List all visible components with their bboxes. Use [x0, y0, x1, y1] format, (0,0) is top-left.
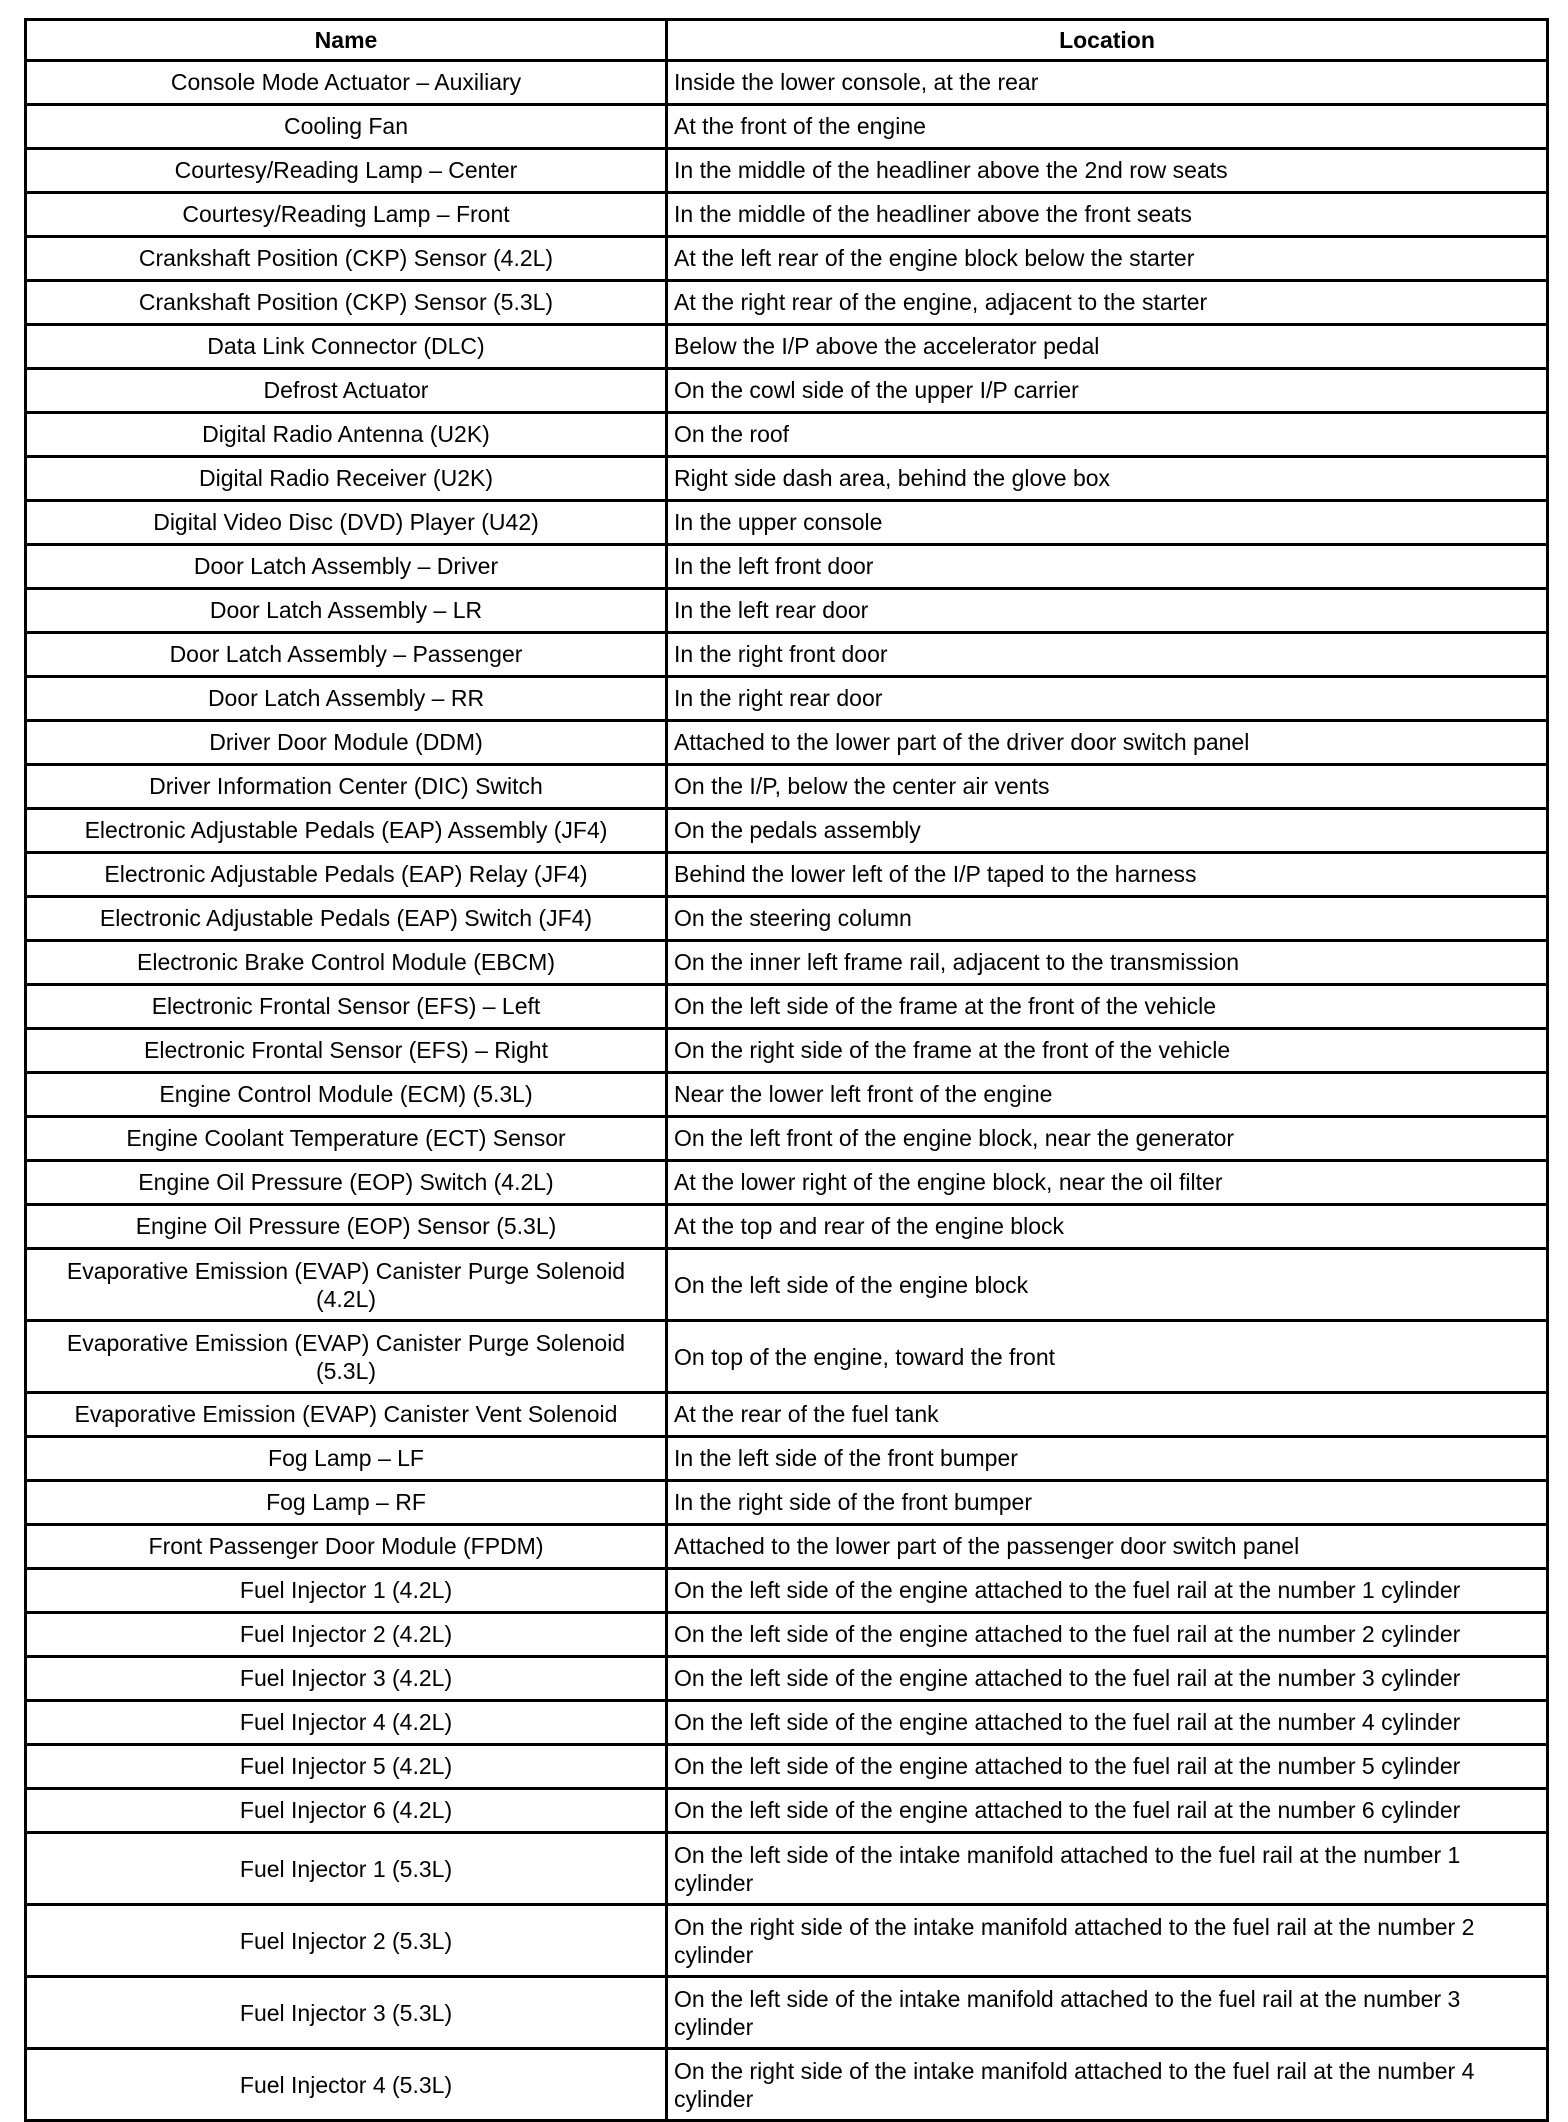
component-name-cell: Door Latch Assembly – Driver	[26, 545, 667, 589]
table-row	[26, 105, 1548, 149]
component-location-cell: On the right side of the frame at the front of the vehicle	[667, 1029, 1548, 1073]
component-name-cell: Engine Control Module (ECM) (5.3L)	[26, 1073, 667, 1117]
component-name-cell: Console Mode Actuator – Auxiliary	[26, 61, 667, 105]
table-row	[26, 897, 1548, 941]
component-name-cell: Door Latch Assembly – RR	[26, 677, 667, 721]
table-row	[26, 589, 1548, 633]
component-location-cell: On the left side of the intake manifold attached to the fuel rail at the number 3 cylinder	[667, 1977, 1548, 2049]
component-name-cell: Electronic Brake Control Module (EBCM)	[26, 941, 667, 985]
table-row	[26, 721, 1548, 765]
component-name-cell: Fuel Injector 4 (4.2L)	[26, 1701, 667, 1745]
table-row	[26, 413, 1548, 457]
table-row	[26, 1161, 1548, 1205]
component-location-cell: Inside the lower console, at the rear	[667, 61, 1548, 105]
component-location-cell: On the left side of the engine attached to the fuel rail at the number 6 cylinder	[667, 1789, 1548, 1833]
component-name-cell: Electronic Frontal Sensor (EFS) – Left	[26, 985, 667, 1029]
component-name-cell: Electronic Frontal Sensor (EFS) – Right	[26, 1029, 667, 1073]
component-location-cell: At the lower right of the engine block, near the oil filter	[667, 1161, 1548, 1205]
component-name-cell: Front Passenger Door Module (FPDM)	[26, 1525, 667, 1569]
component-name-cell: Electronic Adjustable Pedals (EAP) Relay (JF4)	[26, 853, 667, 897]
table-row	[26, 1073, 1548, 1117]
component-location-cell: In the left front door	[667, 545, 1548, 589]
component-name-cell: Fog Lamp – RF	[26, 1481, 667, 1525]
component-name-cell: Fuel Injector 6 (4.2L)	[26, 1789, 667, 1833]
component-location-cell: In the left side of the front bumper	[667, 1437, 1548, 1481]
table-row	[26, 809, 1548, 853]
table-row	[26, 1833, 1548, 1905]
component-name-cell: Data Link Connector (DLC)	[26, 325, 667, 369]
component-name-cell: Fuel Injector 1 (5.3L)	[26, 1833, 667, 1905]
table-header-row	[26, 20, 1548, 61]
component-location-cell: In the right side of the front bumper	[667, 1481, 1548, 1525]
header-name: Name	[26, 20, 667, 61]
component-location-cell: In the right front door	[667, 633, 1548, 677]
table-row	[26, 1481, 1548, 1525]
table-row	[26, 1569, 1548, 1613]
table-row	[26, 1117, 1548, 1161]
component-name-cell: Fuel Injector 1 (4.2L)	[26, 1569, 667, 1613]
component-name-cell: Engine Coolant Temperature (ECT) Sensor	[26, 1117, 667, 1161]
header-location: Location	[667, 20, 1548, 61]
table-row	[26, 1393, 1548, 1437]
component-name-cell: Engine Oil Pressure (EOP) Sensor (5.3L)	[26, 1205, 667, 1249]
component-name-cell: Crankshaft Position (CKP) Sensor (5.3L)	[26, 281, 667, 325]
table-row	[26, 1029, 1548, 1073]
table-row	[26, 853, 1548, 897]
component-locator-table-container	[24, 18, 1546, 2122]
component-location-cell: Right side dash area, behind the glove box	[667, 457, 1548, 501]
table-row	[26, 677, 1548, 721]
component-location-cell: At the front of the engine	[667, 105, 1548, 149]
component-location-cell: In the right rear door	[667, 677, 1548, 721]
table-row	[26, 457, 1548, 501]
component-name-cell: Fuel Injector 2 (4.2L)	[26, 1613, 667, 1657]
component-location-cell: In the upper console	[667, 501, 1548, 545]
component-name-cell: Electronic Adjustable Pedals (EAP) Assembly (JF4)	[26, 809, 667, 853]
component-location-cell: On the left side of the engine attached to the fuel rail at the number 1 cylinder	[667, 1569, 1548, 1613]
component-name-cell: Fuel Injector 4 (5.3L)	[26, 2049, 667, 2121]
component-name-cell: Fuel Injector 3 (5.3L)	[26, 1977, 667, 2049]
component-location-cell: On the left side of the intake manifold attached to the fuel rail at the number 1 cylinder	[667, 1833, 1548, 1905]
component-name-cell: Digital Radio Receiver (U2K)	[26, 457, 667, 501]
component-location-cell: On the left side of the frame at the front of the vehicle	[667, 985, 1548, 1029]
component-location-cell: On the inner left frame rail, adjacent to the transmission	[667, 941, 1548, 985]
table-row	[26, 765, 1548, 809]
component-location-cell: On the left side of the engine block	[667, 1249, 1548, 1321]
table-row	[26, 1613, 1548, 1657]
component-name-cell: Fuel Injector 3 (4.2L)	[26, 1657, 667, 1701]
table-row	[26, 985, 1548, 1029]
table-row	[26, 281, 1548, 325]
component-location-cell: At the left rear of the engine block below the starter	[667, 237, 1548, 281]
component-name-cell: Fuel Injector 2 (5.3L)	[26, 1905, 667, 1977]
component-name-cell: Door Latch Assembly – Passenger	[26, 633, 667, 677]
component-name-cell: Evaporative Emission (EVAP) Canister Purge Solenoid (5.3L)	[26, 1321, 667, 1393]
table-row	[26, 1657, 1548, 1701]
component-name-cell: Digital Video Disc (DVD) Player (U42)	[26, 501, 667, 545]
table-row	[26, 325, 1548, 369]
component-location-cell: On the left side of the engine attached to the fuel rail at the number 2 cylinder	[667, 1613, 1548, 1657]
component-name-cell: Door Latch Assembly – LR	[26, 589, 667, 633]
component-location-cell: On top of the engine, toward the front	[667, 1321, 1548, 1393]
table-row	[26, 501, 1548, 545]
component-location-cell: At the right rear of the engine, adjacent to the starter	[667, 281, 1548, 325]
component-name-cell: Driver Information Center (DIC) Switch	[26, 765, 667, 809]
component-location-cell: On the steering column	[667, 897, 1548, 941]
table-row	[26, 633, 1548, 677]
component-location-cell: On the roof	[667, 413, 1548, 457]
component-name-cell: Digital Radio Antenna (U2K)	[26, 413, 667, 457]
component-name-cell: Engine Oil Pressure (EOP) Switch (4.2L)	[26, 1161, 667, 1205]
table-row	[26, 1701, 1548, 1745]
component-name-cell: Evaporative Emission (EVAP) Canister Vent Solenoid	[26, 1393, 667, 1437]
component-location-cell: On the left side of the engine attached to the fuel rail at the number 5 cylinder	[667, 1745, 1548, 1789]
component-name-cell: Fog Lamp – LF	[26, 1437, 667, 1481]
component-location-cell: On the left side of the engine attached to the fuel rail at the number 4 cylinder	[667, 1701, 1548, 1745]
component-location-cell: On the I/P, below the center air vents	[667, 765, 1548, 809]
table-row	[26, 369, 1548, 413]
component-location-cell: On the cowl side of the upper I/P carrier	[667, 369, 1548, 413]
component-location-cell: At the top and rear of the engine block	[667, 1205, 1548, 1249]
table-row	[26, 1321, 1548, 1393]
table-body	[26, 61, 1548, 2121]
table-row	[26, 149, 1548, 193]
table-row	[26, 2049, 1548, 2121]
component-location-cell: Behind the lower left of the I/P taped to the harness	[667, 853, 1548, 897]
component-location-cell: In the middle of the headliner above the 2nd row seats	[667, 149, 1548, 193]
component-location-cell: On the right side of the intake manifold attached to the fuel rail at the number 4 cylinder	[667, 2049, 1548, 2121]
component-name-cell: Fuel Injector 5 (4.2L)	[26, 1745, 667, 1789]
table-row	[26, 237, 1548, 281]
component-name-cell: Courtesy/Reading Lamp – Center	[26, 149, 667, 193]
component-name-cell: Driver Door Module (DDM)	[26, 721, 667, 765]
table-row	[26, 1205, 1548, 1249]
component-location-cell: In the left rear door	[667, 589, 1548, 633]
table-row	[26, 193, 1548, 237]
table-row	[26, 1789, 1548, 1833]
table-row	[26, 1977, 1548, 2049]
component-name-cell: Defrost Actuator	[26, 369, 667, 413]
component-name-cell: Cooling Fan	[26, 105, 667, 149]
component-location-cell: At the rear of the fuel tank	[667, 1393, 1548, 1437]
table-row	[26, 1905, 1548, 1977]
component-location-cell: Near the lower left front of the engine	[667, 1073, 1548, 1117]
table-row	[26, 1249, 1548, 1321]
table-row	[26, 61, 1548, 105]
component-location-cell: Below the I/P above the accelerator pedal	[667, 325, 1548, 369]
component-name-cell: Electronic Adjustable Pedals (EAP) Switch (JF4)	[26, 897, 667, 941]
component-location-cell: Attached to the lower part of the driver door switch panel	[667, 721, 1548, 765]
table-row	[26, 1437, 1548, 1481]
component-name-cell: Evaporative Emission (EVAP) Canister Purge Solenoid (4.2L)	[26, 1249, 667, 1321]
component-location-cell: On the left front of the engine block, near the generator	[667, 1117, 1548, 1161]
component-location-cell: Attached to the lower part of the passenger door switch panel	[667, 1525, 1548, 1569]
component-name-cell: Crankshaft Position (CKP) Sensor (4.2L)	[26, 237, 667, 281]
table-row	[26, 1525, 1548, 1569]
component-location-cell: On the left side of the engine attached to the fuel rail at the number 3 cylinder	[667, 1657, 1548, 1701]
component-location-cell: On the right side of the intake manifold attached to the fuel rail at the number 2 cylinder	[667, 1905, 1548, 1977]
component-locator-table	[24, 18, 1549, 2122]
table-row	[26, 1745, 1548, 1789]
component-location-cell: On the pedals assembly	[667, 809, 1548, 853]
component-name-cell: Courtesy/Reading Lamp – Front	[26, 193, 667, 237]
table-row	[26, 941, 1548, 985]
table-row	[26, 545, 1548, 589]
component-location-cell: In the middle of the headliner above the front seats	[667, 193, 1548, 237]
